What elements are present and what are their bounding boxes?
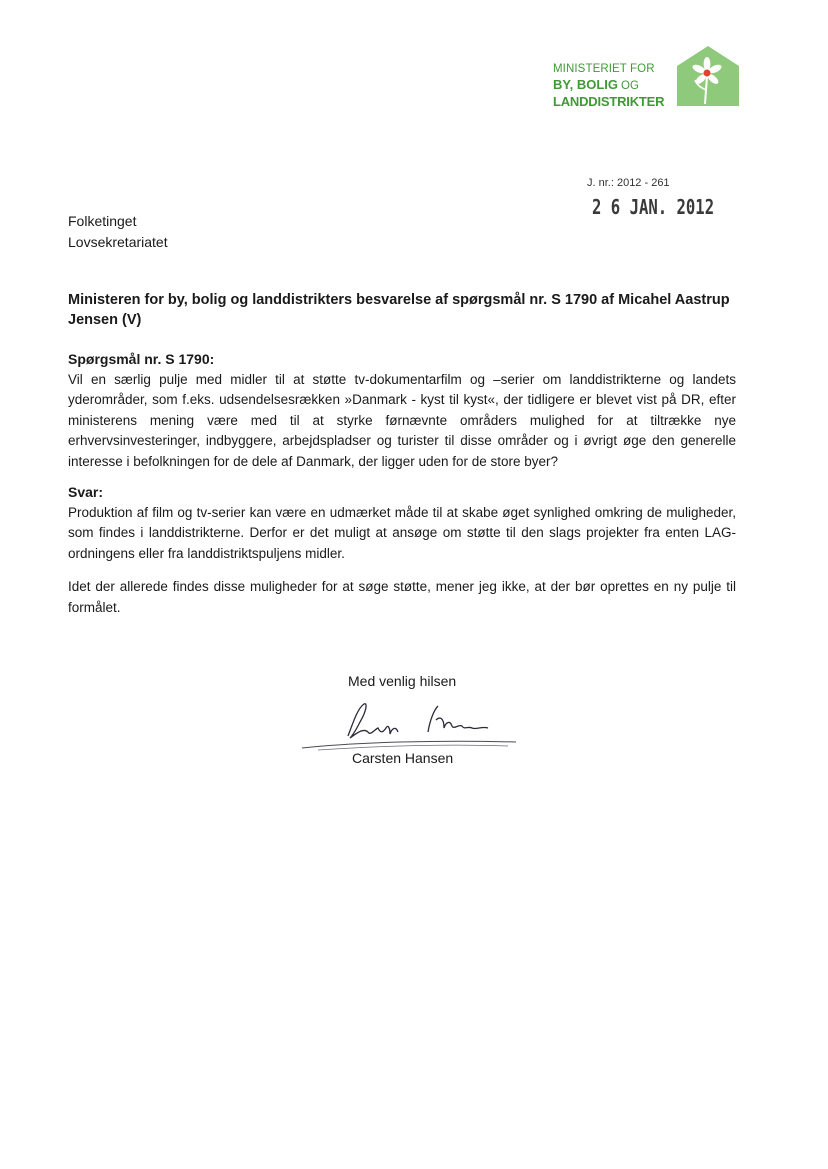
ministry-logo	[553, 46, 743, 108]
logo-line-2-main: BY, BOLIG	[553, 77, 619, 92]
signer-name: Carsten Hansen	[352, 750, 454, 766]
answer-section	[68, 482, 736, 564]
date-stamp: 2 6 JAN. 2012	[592, 195, 715, 219]
recipient-address	[68, 211, 168, 253]
logo-line-1: MINISTERIET FOR	[553, 63, 655, 75]
handwritten-signature	[298, 698, 520, 754]
logo-line-2	[553, 77, 681, 94]
recipient-line-1: Folketinget	[68, 213, 137, 229]
journal-number: J. nr.: 2012 - 261	[587, 177, 670, 189]
closing-greeting: Med venlig hilsen	[348, 673, 457, 689]
document-title: Ministeren for by, bolig og landdistrikters besvarelse af spørgsmål nr. S 1790 af Micahel Aastrup Jensen (V)	[68, 292, 730, 328]
daisy-flower-icon	[677, 46, 739, 106]
logo-line-2-og: OG	[621, 80, 639, 92]
answer-paragraph-2: Idet der allerede findes disse muligheder for at søge støtte, mener jeg ikke, at der bør oprettes en ny pulje til formålet.	[68, 579, 736, 615]
question-text: Vil en særlig pulje med midler til at støtte tv-dokumentarfilm og –serier om landdistrikterne og landets yderområder, som f.eks. udsendelsesrækken »Danmark - kyst til kyst«, der tidligere er blevet vist på DR, efter ministerens mening være med til at styrke førnævnte områders mulighed for at tiltrække nye erhvervsinvesteringer, indbyggere, arbejdspladser og turister til disse områder og i øvrigt øge den generelle interesse i befolkningen for de dele af Danmark, der ligger uden for de store byer?	[68, 371, 736, 469]
answer-heading: Svar:	[68, 484, 104, 500]
answer-paragraph-1: Produktion af film og tv-serier kan være en udmærket måde til at skabe øget synlighed omkring de muligheder, som findes i landdistrikterne. Derfor er det muligt at ansøge om støtte til den slags projekter fra enten LAG-ordningens eller fra landdistriktspuljens midler.	[68, 504, 736, 561]
question-heading: Spørgsmål nr. S 1790:	[68, 351, 215, 367]
logo-text	[553, 62, 681, 109]
logo-line-3: LANDDISTRIKTER	[553, 94, 665, 109]
recipient-line-2: Lovsekretariatet	[68, 234, 168, 250]
question-section	[68, 349, 736, 472]
